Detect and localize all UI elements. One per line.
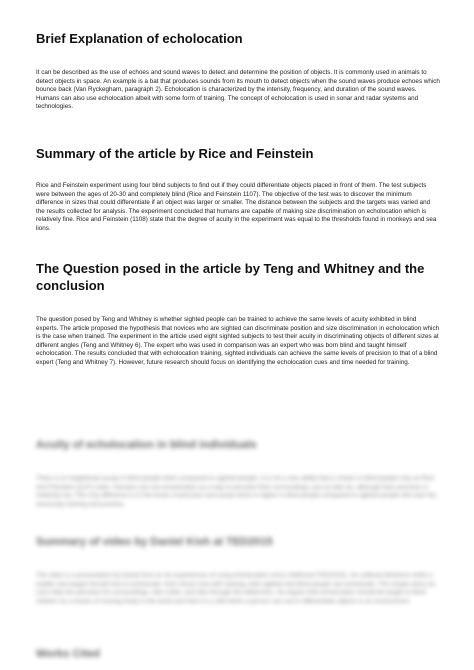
paragraph-rice-feinstein: Rice and Feinstein experiment using four blind subjects to find out if they could differentiate objects placed in front of them. The test subjects were between the ages of 20-30 and completely blind (Rice and Feinstein 1107). The objective of the test was to discover the minimum difference in sizes that could differentiate if an object was larger or smaller. The distance between the subjects and the targets was varied and the results collected for analysis. The experiment concluded that humans are capable of making size discrimination on echolocation which is relatively fine. Rice and Feinstein (1108) state that the degree of acuity in the experiment was equal to the thresholds found in monkeys and sea lions. — [36, 182, 437, 232]
heading-brief-explanation: Brief Explanation of echolocation — [36, 31, 243, 46]
paragraph-teng-whitney: The question posed by Teng and Whitney is whether sighted people can be trained to achieve the same levels of acuity exhibited in blind experts. The article proposed the hypothesis that novices who are sighted can discriminate position and size discrimination in echolocation which is the case when trained. The experiment in the article used eight sighted subjects to test their acuity in discriminating objects of different sizes at different angles (Teng and Whitney 6). The expert who was used in comparison was an expert who was born blind and taught himself echolocation. The results concluded that with echolocation training, sighted individuals can achieve the same levels of precision to that of a blind expert (Teng and Whitney 7). However, future research should focus on identifying the echolocation cues and time needed for training. — [36, 316, 440, 366]
heading-works-cited: Works Cited — [36, 648, 100, 660]
paragraph-kish-video: The video is a presentation by Daniel Kish on his experiences of using echolocation since childhood (TED2015). He suffered blindness while a toddler and taught himself how to echolocate. Kish shows how with training, both sighted and blind people can echolocate. The simple clicks he uses help him perceive his surroundings, ride a bike, and hike through the wilderness. He argues that echolocation should be taught to blind children as a means of moving freely in the world and that it is a skill which a person can use to differentiate objects in an environment. — [36, 572, 435, 605]
section-heading-rice-feinstein — [36, 145, 440, 162]
section-heading-kish-video — [36, 534, 440, 551]
section-body-rice-feinstein — [36, 182, 440, 234]
paragraph-acuity: There is no heightened acuity in blind people when compared to sighted people. It is not a rare ability that is shown in blind people only as Rice and Feinstein (1107) claim. Humans can use echolocation as a way to perceive their surroundings, just as bats do, although their precision is relatively low. The only difference is in the levels of precision and acuity which is higher in blind people compared to sighted people who lack the necessary training and practice. — [36, 475, 437, 508]
section-body-kish-video — [36, 572, 440, 606]
section-heading-acuity — [36, 437, 440, 454]
heading-teng-whitney: The Question posed in the article by Teng and Whitney and the conclusion — [36, 261, 425, 293]
heading-kish-video: Summary of video by Daniel Kish at TED2015 — [36, 536, 273, 548]
heading-acuity: Acuity of echolocation in blind individuals — [36, 439, 257, 451]
section-body-teng-whitney — [36, 316, 440, 368]
heading-rice-feinstein: Summary of the article by Rice and Feinstein — [36, 146, 314, 161]
section-heading-works-cited — [36, 646, 440, 663]
section-body-acuity — [36, 475, 440, 509]
section-heading-echolocation — [36, 30, 440, 47]
section-body-echolocation — [36, 69, 440, 112]
section-heading-teng-whitney — [36, 260, 440, 294]
paragraph-brief-explanation: It can be described as the use of echoes and sound waves to detect and determine the position of objects. It is commonly used in animals to detect objects in space. An example is a bat that produces sounds from its mouth to detect objects when the sound waves produce echoes which bounce back (Van Ryckegham, paragraph 2). Echolocation is characterized by the intensity, frequency, and duration of the sound waves. Humans can also use echolocation albeit with some form of training. The concept of echolocation is used in sonar and radar systems and technologies. — [36, 69, 440, 111]
